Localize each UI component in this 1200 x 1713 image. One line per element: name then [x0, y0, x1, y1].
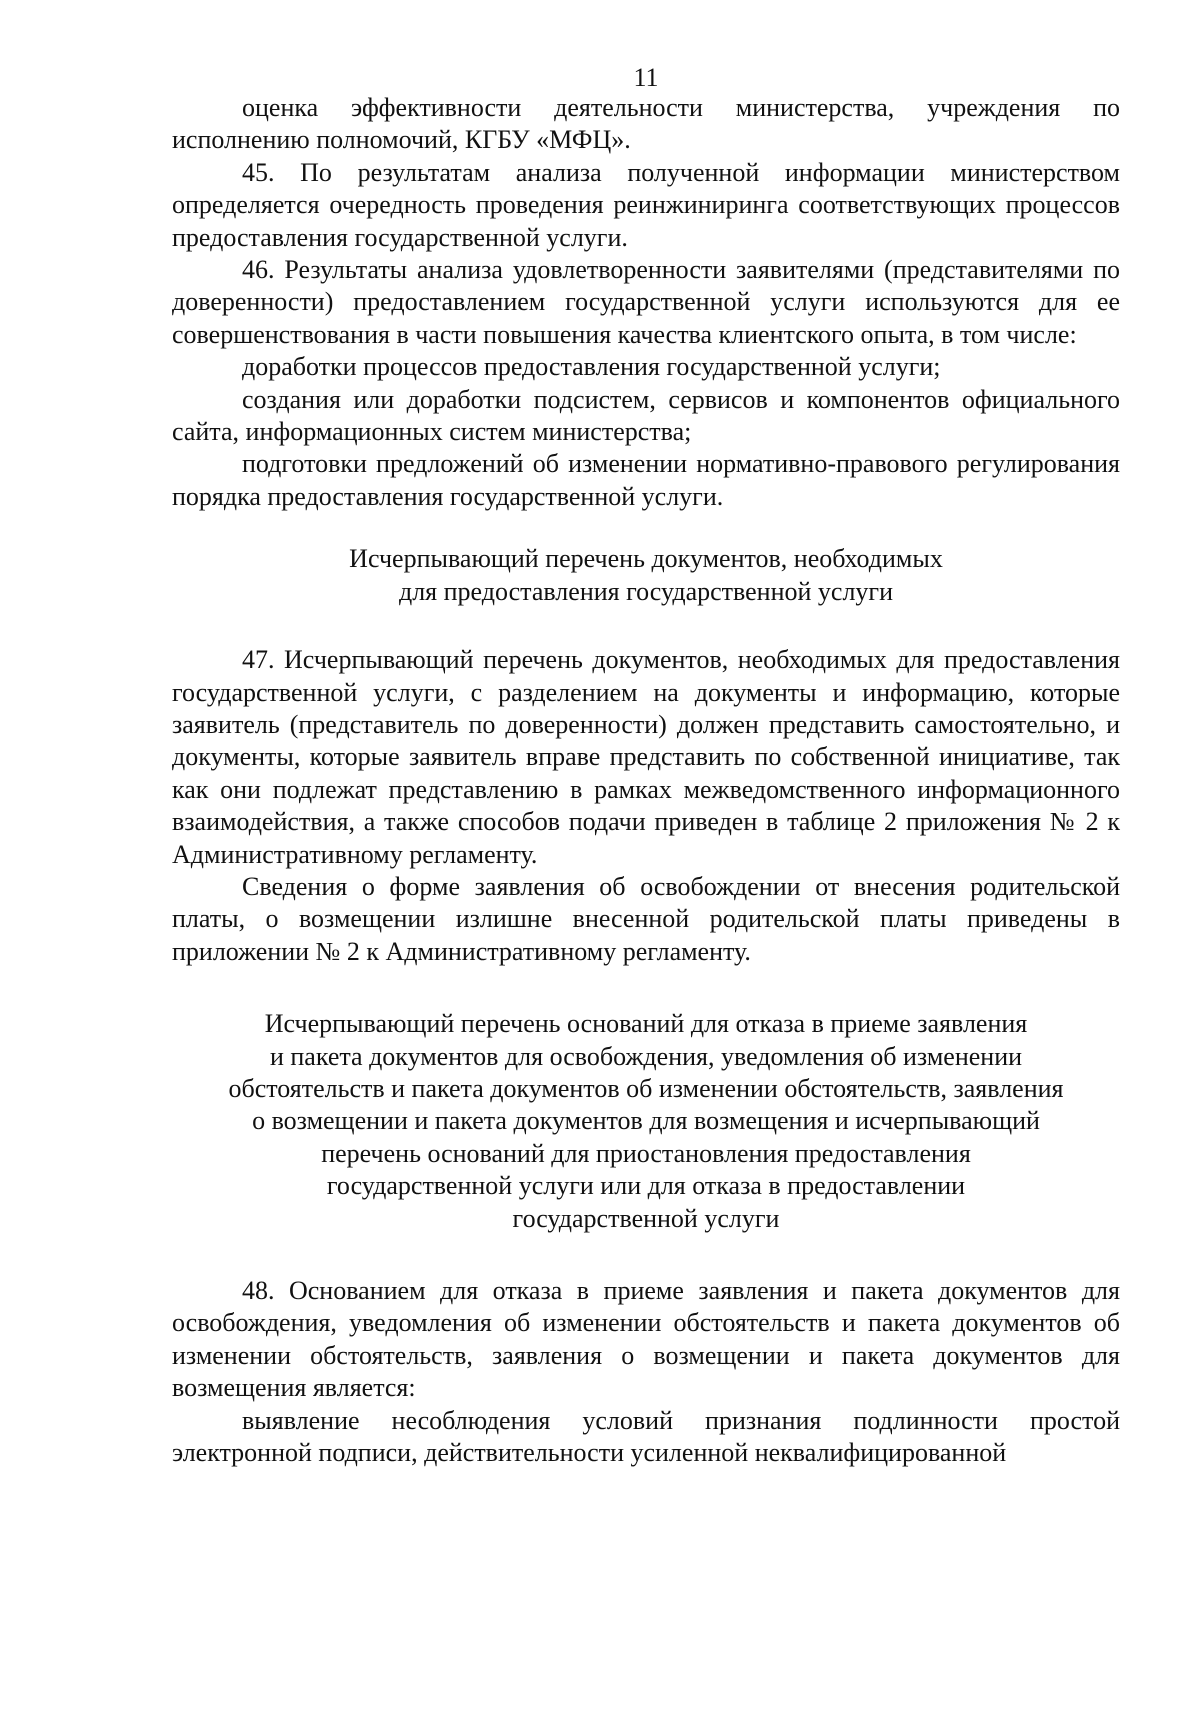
list-item-process-improvement: доработки процессов предоставления государственной услуги; — [242, 352, 941, 382]
heading-line: Исчерпывающий перечень оснований для отказа в приеме заявления — [264, 1009, 1028, 1039]
paragraph-mfc-evaluation: оценка эффективности деятельности министерства, учреждения по исполнению полномочий, КГБУ «МФЦ». — [172, 93, 1120, 155]
spacer — [172, 1235, 1120, 1275]
page-number: 11 — [633, 63, 659, 92]
paragraph-46: 46. Результаты анализа удовлетворенности заявителями (представителями по доверенности) предоставлением государственной услуги используются для ее совершенствования в части повышения качества клиентского опыта, в том числе: — [172, 255, 1120, 349]
heading-line: Исчерпывающий перечень документов, необходимых — [349, 544, 943, 574]
list-item-regulation: подготовки предложений об изменении нормативно-правового регулирования порядка предоставления государственной услуги. — [172, 449, 1120, 511]
paragraph-45: 45. По результатам анализа полученной информации министерством определяется очередность проведения реинжиниринга соответствующих процессов предоставления государственной услуги. — [172, 157, 1120, 252]
section-heading-refusal-grounds — [172, 1008, 1120, 1235]
spacer — [172, 968, 1120, 1008]
heading-line: о возмещении и пакета документов для возмещения и исчерпывающий — [252, 1106, 1040, 1136]
heading-line: обстоятельств и пакета документов об изменении обстоятельств, заявления — [228, 1073, 1064, 1103]
section-heading-documents — [172, 543, 1120, 608]
heading-line: для предоставления государственной услуги — [398, 576, 894, 606]
heading-line: перечень оснований для приостановления предоставления — [321, 1138, 971, 1168]
heading-line: и пакета документов для освобождения, уведомления об изменении — [269, 1041, 1023, 1071]
paragraph-47: 47. Исчерпывающий перечень документов, необходимых для предоставления государственной услуги, с разделением на документы и информацию, которые заявитель (представитель по доверенности) должен представить самостоятельно, и документы, которые заявитель вправе представить по собственной инициативе, так как они подлежат представлению в рамках межведомственного информационного взаимодействия, а также способов подачи приведен в таблице 2 приложения № 2 к Административному регламенту. — [172, 645, 1120, 869]
spacer — [172, 608, 1120, 644]
list-item-subsystems: создания или доработки подсистем, сервисов и компонентов официального сайта, информационных систем министерства; — [172, 384, 1120, 447]
spacer — [172, 513, 1120, 543]
heading-line: государственной услуги — [512, 1203, 780, 1233]
paragraph-signature-check: выявление несоблюдения условий признания подлинности простой электронной подписи, действительности усиленной неквалифицированной — [172, 1405, 1120, 1468]
heading-line: государственной услуги или для отказа в предоставлении — [326, 1171, 966, 1201]
paragraph-48: 48. Основанием для отказа в приеме заявления и пакета документов для освобождения, уведомления об изменении обстоятельств и пакета документов об изменении обстоятельств, заявления о возмещении и пакета документов для возмещения является: — [172, 1276, 1120, 1403]
paragraph-application-form: Сведения о форме заявления об освобождении от внесения родительской платы, о возмещении излишне внесенной родительской платы приведены в приложении № 2 к Административному регламенту. — [172, 871, 1120, 966]
